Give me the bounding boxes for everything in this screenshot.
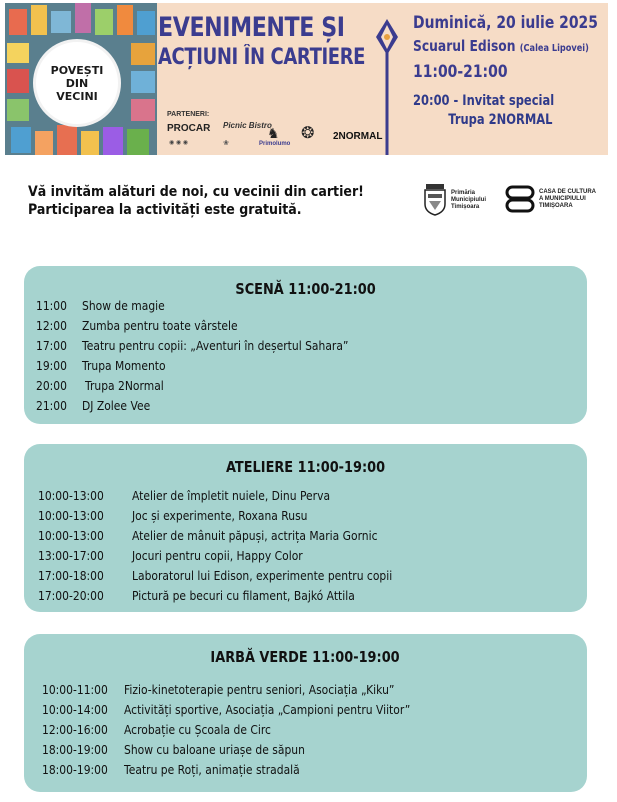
- schedule-activity: Teatru pentru copii: „Aventuri în deșertul Sahara”: [82, 338, 349, 353]
- section-title-text: IARBĂ VERDE 11:00-19:00: [210, 648, 401, 666]
- vw-skoda-icon: ◉ ◉ ◉: [169, 140, 189, 146]
- schedule-activity: Pictură pe becuri cu filament, Bajkó Attila: [132, 588, 355, 603]
- invitation-line1: Vă invităm alături de noi, cu vecinii din cartier!: [28, 184, 364, 200]
- schedule-activity: Joc și experimente, Roxana Rusu: [132, 508, 308, 523]
- schedule-activity: DJ Zolee Vee: [82, 398, 151, 413]
- schedule-time: 10:00-11:00: [42, 682, 108, 697]
- procar-logo: PROCAR: [167, 123, 211, 134]
- 2normal-logo: 2NORMAL: [333, 131, 383, 142]
- schedule-activity: Teatru pe Roți, animație stradală: [124, 762, 300, 777]
- schedule-time: 12:00-16:00: [42, 722, 108, 737]
- special-guest-line1: 20:00 - Invitat special: [413, 93, 555, 109]
- schedule-time: 20:00: [36, 378, 67, 393]
- schedule-time: 18:00-19:00: [42, 742, 108, 757]
- logo-line: DIN: [65, 76, 89, 90]
- organizer-primaria-text: [451, 190, 486, 211]
- banner-title-line2: ACȚIUNI ÎN CARTIERE: [158, 45, 366, 70]
- schedule-time: 12:00: [36, 318, 67, 333]
- seal-icon: ❂: [301, 125, 315, 142]
- picnic-sub-icon: ❀: [223, 140, 229, 147]
- organizer-line: A MUNICIPIULUI: [539, 195, 586, 202]
- logo-line: VECINI: [56, 89, 98, 103]
- section-iarba-verde: [24, 634, 587, 792]
- schedule-time: 10:00-14:00: [42, 702, 108, 717]
- schedule-activity: Trupa Momento: [82, 358, 166, 373]
- partners-block: [167, 111, 387, 153]
- section-title: [24, 648, 587, 666]
- organizer-primaria: [423, 184, 486, 216]
- event-place-name: Scuarul Edison: [413, 37, 516, 55]
- event-place: [413, 35, 589, 60]
- schedule-time: 19:00: [36, 358, 67, 373]
- organizer-line: Timișoara: [451, 203, 480, 210]
- section-title: [24, 280, 587, 298]
- schedule-time: 10:00-13:00: [38, 508, 104, 523]
- schedule-time: 18:00-19:00: [42, 762, 108, 777]
- banner-title: [158, 11, 368, 71]
- schedule-time: 10:00-13:00: [38, 488, 104, 503]
- event-info: [413, 11, 608, 130]
- organizer-line: Municipiului: [451, 196, 486, 203]
- banner-title-line1: EVENIMENTE ȘI: [158, 12, 345, 43]
- event-hours: 11:00-21:00: [413, 62, 508, 82]
- schedule-time: 10:00-13:00: [38, 528, 104, 543]
- schedule-time: 17:00: [36, 338, 67, 353]
- primolumo-icon: ♞: [267, 125, 280, 141]
- schedule-activity: Atelier de împletit nuiele, Dinu Perva: [132, 488, 331, 503]
- section-title-text: SCENĂ 11:00-21:00: [235, 280, 376, 298]
- section-title: [24, 458, 587, 476]
- schedule-activity: Acrobație cu Școala de Circ: [124, 722, 271, 737]
- special-guest-line2: Trupa 2NORMAL: [448, 112, 553, 128]
- schedule-activity: Jocuri pentru copii, Happy Color: [132, 548, 303, 563]
- street-lamp-icon: [372, 15, 402, 155]
- city-crest-icon: [423, 184, 447, 216]
- schedule-activity: Atelier de mânuit păpuși, actrița Maria Gornic: [132, 528, 378, 543]
- picnic-bistro-logo: Picnic Bistro: [223, 121, 272, 130]
- organizer-casa-cultura: [505, 184, 596, 214]
- organizer-casa-cultura-text: [539, 189, 596, 210]
- primolumo-logo: Primolumo: [259, 141, 291, 147]
- schedule-activity: Fizio-kinetoterapie pentru seniori, Asociația „Kiku”: [124, 682, 395, 697]
- logo-line: POVEȘTI: [50, 63, 104, 77]
- schedule-activity: Show de magie: [82, 298, 165, 313]
- schedule-time: 13:00-17:00: [38, 548, 104, 563]
- schedule-activity: Show cu baloane uriașe de săpun: [124, 742, 305, 757]
- event-place-detail: (Calea Lipovei): [519, 43, 589, 54]
- schedule-time: 11:00: [36, 298, 67, 313]
- neighborhood-illustration: [5, 3, 157, 155]
- povesti-din-vecini-logo: [33, 39, 121, 127]
- casa-cultura-logo-icon: [505, 184, 535, 214]
- section-ateliere: [24, 444, 587, 612]
- partners-label: PARTENERI:: [167, 111, 210, 118]
- organizer-line: Primăria: [451, 189, 476, 196]
- section-scena: [24, 266, 587, 424]
- schedule-time: 21:00: [36, 398, 67, 413]
- schedule-activity: Zumba pentru toate vârstele: [82, 318, 238, 333]
- schedule-time: 17:00-18:00: [38, 568, 104, 583]
- invitation-text: [28, 183, 408, 219]
- section-title-text: ATELIERE 11:00-19:00: [225, 458, 386, 476]
- invitation-line2: Participarea la activități este gratuită.: [28, 202, 302, 218]
- event-date: Duminică, 20 iulie 2025: [413, 13, 598, 33]
- schedule-activity: Laboratorul lui Edison, experimente pentru copii: [132, 568, 393, 583]
- organizer-line: TIMIȘOARA: [539, 202, 573, 209]
- event-banner: [5, 3, 608, 155]
- schedule-time: 17:00-20:00: [38, 588, 104, 603]
- schedule-activity: Trupa 2Normal: [85, 378, 164, 393]
- schedule-activity: Activități sportive, Asociația „Campioni pentru Viitor”: [124, 702, 411, 717]
- organizer-line: CASA DE CULTURA: [539, 188, 596, 195]
